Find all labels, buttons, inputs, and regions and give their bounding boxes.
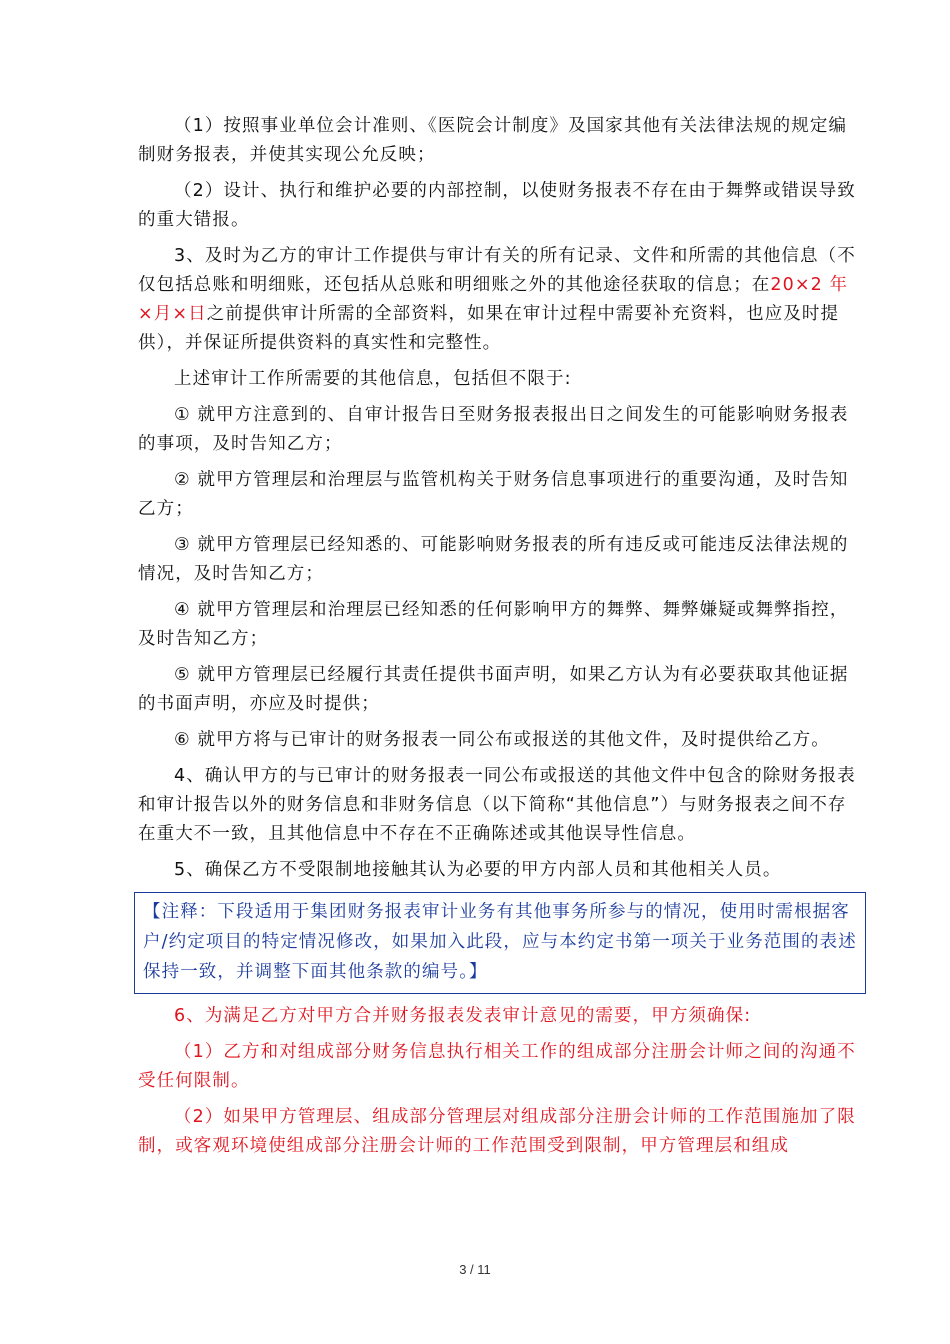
document-body (138, 112, 856, 1168)
annotation-box (134, 892, 866, 994)
clause-3: ③ 就甲方管理层已经知悉的、可能影响财务报表的所有违反或可能违反法律法规的情况，及时告知乙方； (138, 535, 849, 584)
paragraph-3 (138, 242, 856, 358)
paragraph-5: 5、确保乙方不受限制地接触其认为必要的甲方内部人员和其他相关人员。 (174, 860, 782, 880)
paragraph-1-2: （2）设计、执行和维护必要的内部控制，以使财务报表不存在由于舞弊或错误导致的重大错报。 (138, 181, 856, 230)
page-number: 3 / 11 (459, 1262, 491, 1277)
paragraph-3-text-a: 3、及时为乙方的审计工作提供与审计有关的所有记录、文件和所需的其他信息（不仅包括总账和明细账，还包括从总账和明细账之外的其他途径获取的信息；在 (138, 246, 856, 295)
highlighted-date: 20×2 年×月×日 (138, 275, 849, 324)
clause-1: ① 就甲方注意到的、自审计报告日至财务报表报出日之间发生的可能影响财务报表的事项，及时告知乙方； (138, 405, 849, 454)
paragraph-3-text-b: 之前提供审计所需的全部资料，如果在审计过程中需要补充资料，也应及时提供），并保证所提供资料的真实性和完整性。 (138, 304, 840, 353)
clause-6: ⑥ 就甲方将与已审计的财务报表一同公布或报送的其他文件，及时提供给乙方。 (174, 730, 830, 750)
paragraph-4: 4、确认甲方的与已审计的财务报表一同公布或报送的其他文件中包含的除财务报表和审计报告以外的财务信息和非财务信息（以下简称“其他信息”）与财务报表之间不存在重大不一致，且其他信息中不存在不正确陈述或其他误导性信息。 (138, 766, 856, 844)
paragraph-6-1: （1）乙方和对组成部分财务信息执行相关工作的组成部分注册会计师之间的沟通不受任何限制。 (138, 1042, 856, 1091)
clause-4: ④ 就甲方管理层和治理层已经知悉的任何影响甲方的舞弊、舞弊嫌疑或舞弊指控，及时告知乙方； (138, 600, 849, 649)
clause-2: ② 就甲方管理层和治理层与监管机构关于财务信息事项进行的重要沟通，及时告知乙方； (138, 470, 849, 519)
clause-5: ⑤ 就甲方管理层已经履行其责任提供书面声明，如果乙方认为有必要获取其他证据的书面声明，亦应及时提供； (138, 665, 849, 714)
paragraph-1-1: （1）按照事业单位会计准则、《医院会计制度》及国家其他有关法律法规的规定编制财务报表，并使其实现公允反映； (138, 116, 848, 165)
annotation-text: 【注释：下段适用于集团财务报表审计业务有其他事务所参与的情况，使用时需根据客户/约定项目的特定情况修改，如果加入此段，应与本约定书第一项关于业务范围的表述保持一致，并调整下面其他条款的编号。】 (143, 902, 857, 982)
paragraph-6-2: （2）如果甲方管理层、组成部分管理层对组成部分注册会计师的工作范围施加了限制，或客观环境使组成部分注册会计师的工作范围受到限制，甲方管理层和组成 (138, 1107, 856, 1156)
paragraph-6: 6、为满足乙方对甲方合并财务报表发表审计意见的需要，甲方须确保: (174, 1006, 752, 1026)
paragraph-other-info-intro: 上述审计工作所需要的其他信息，包括但不限于: (174, 369, 572, 389)
